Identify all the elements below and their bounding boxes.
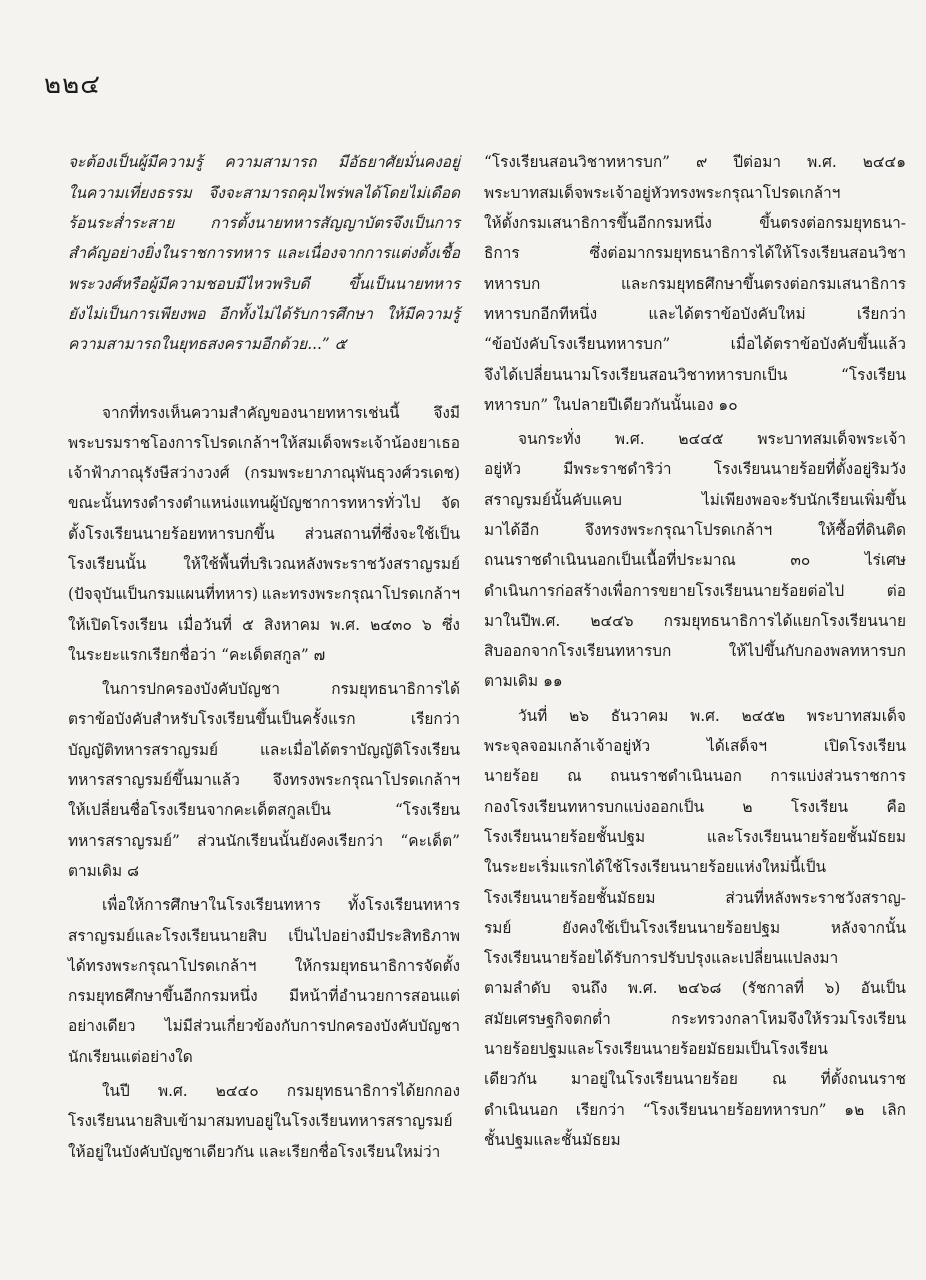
text-line: วันที่ ๒๖ ธันวาคม พ.ศ. ๒๔๕๒ พระบาทสมเด็จ [518, 706, 906, 725]
right-paragraph-2 [484, 425, 906, 698]
text-line: พระจุลจอมเกล้าเจ้าอยู่หัว ได้เสด็จฯ เปิดโรงเรียน [484, 737, 906, 756]
text-line: ตั้งโรงเรียนนายร้อยทหารบกขึ้น ส่วนสถานที่ซึ่งจะใช้เป็น [68, 524, 460, 543]
text-line: สิบออกจากโรงเรียนทหารบก ให้ไปขึ้นกับกองพลทหารบก [484, 642, 906, 661]
quote-block [68, 148, 460, 360]
text-line: ทหารบกอีกทีหนึ่ง และได้ตราข้อบังคับใหม่ เรียกว่า [484, 304, 906, 323]
text-line: โรงเรียนนายร้อยชั้นปฐม และโรงเรียนนายร้อยชั้นมัธยม [484, 827, 906, 846]
text-line: มาได้อีก จึงทรงพระกรุณาโปรดเกล้าฯ ให้ซื้อที่ดินติด [484, 521, 906, 539]
text-line: จนกระทั่ง พ.ศ. ๒๔๔๕ พระบาทสมเด็จพระเจ้า [518, 430, 906, 449]
text-line: พระบรมราชโองการโปรดเกล้าฯ ให้สมเด็จพระเจ้าน้องยาเธอ [68, 433, 460, 452]
text-line: นักเรียนแต่อย่างใด [68, 1047, 193, 1066]
text-line: จากที่ทรงเห็นความสำคัญของนายทหารเช่นนี้ จึงมี [102, 403, 460, 422]
text-line: ให้อยู่ในบังคับบัญชาเดียวกัน และเรียกชื่อโรงเรียนใหม่ว่า [68, 1142, 441, 1161]
text-line: สราญรมย์นั้นคับแคบ ไม่เพียงพอจะรับนักเรียนเพิ่มขึ้น [484, 490, 906, 509]
text-line: ความสามารถในยุทธสงครามอีกด้วย...” ๕ [68, 335, 347, 354]
text-line: บัญญัติทหารสราญรมย์ และเมื่อได้ตราบัญญัติโรงเรียน [68, 740, 460, 759]
text-line: จึงได้เปลี่ยนนามโรงเรียนสอนวิชาทหารบกเป็น “โรงเรียน [484, 365, 906, 384]
text-line: ในระยะแรกเรียกชื่อว่า “คะเด็ตสกูล” ๗ [68, 645, 326, 664]
left-paragraph-2 [68, 675, 460, 887]
text-line: (ปัจจุบันเป็นกรมแผนที่ทหาร) และทรงพระกรุณาโปรดเกล้าฯ [68, 585, 460, 604]
text-line: จะต้องเป็นผู้มีความรู้ ความสามารถ มีอัธยาศัยมั่นคงอยู่ [68, 153, 460, 172]
text-line: พระบาทสมเด็จพระเจ้าอยู่หัวทรงพระกรุณาโปรดเกล้าฯ [484, 183, 841, 202]
text-line: กองโรงเรียนทหารบกแบ่งออกเป็น ๒ โรงเรียน คือ [484, 797, 906, 816]
text-line: ในปี พ.ศ. ๒๔๔๐ กรมยุทธนาธิการได้ยกกอง [102, 1082, 460, 1101]
text-line: อยู่หัว มีพระราชดำริว่า โรงเรียนนายร้อยที่ตั้งอยู่ริมวัง [484, 460, 906, 479]
page-number: ๒๒๔ [44, 70, 101, 100]
text-line: “ข้อบังคับโรงเรียนทหารบก” เมื่อได้ตราข้อบังคับขึ้นแล้ว [484, 335, 906, 354]
text-line: “โรงเรียนสอนวิชาทหารบก” ๙ ปีต่อมา พ.ศ. ๒๔๔๑ [484, 153, 906, 172]
text-line: สราญรมย์และโรงเรียนนายสิบ เป็นไปอย่างมีประสิทธิภาพ [68, 926, 460, 945]
text-line: โรงเรียนนายสิบเข้ามาสมทบอยู่ในโรงเรียนทหารสราญรมย์ [68, 1112, 453, 1131]
text-line: ทหารสราญรมย์” ส่วนนักเรียนนั้นยังคงเรียกว่า “คะเด็ต” [68, 831, 460, 850]
text-line: มาในปีพ.ศ. ๒๔๔๖ กรมยุทธนาธิการได้แยกโรงเรียนนาย [484, 611, 906, 630]
text-line: ได้ทรงพระกรุณาโปรดเกล้าฯ ให้กรมยุทธนาธิการจัดตั้ง [68, 956, 460, 975]
text-line: ให้เปิดโรงเรียน เมื่อวันที่ ๕ สิงหาคม พ.ศ. ๒๔๓๐ ๖ ซึ่ง [68, 615, 460, 634]
right-paragraph-3 [484, 701, 906, 1155]
text-line: ตามเดิม ๑๑ [484, 672, 563, 691]
text-line: โรงเรียนนั้น ให้ใช้พื้นที่บริเวณหลังพระราชวังสราญรมย์ [68, 555, 460, 573]
text-line: ตามลำดับ จนถึง พ.ศ. ๒๔๖๘ (รัชกาลที่ ๖) อันเป็น [484, 979, 906, 998]
left-column [68, 148, 460, 1168]
text-line: ให้เปลี่ยนชื่อโรงเรียนจากคะเด็ตสกูลเป็น “โรงเรียน [68, 801, 460, 820]
text-line: ดำเนินนอก เรียกว่า “โรงเรียนนายร้อยทหารบก” ๑๒ เลิก [484, 1100, 906, 1119]
text-line: ร้อนระส่ำระสาย การตั้งนายทหารสัญญาบัตรจึงเป็นการ [68, 214, 460, 233]
text-line: ทหารสราญรมย์ขึ้นมาแล้ว จึงทรงพระกรุณาโปรดเกล้าฯ [68, 771, 460, 790]
text-line: ตามเดิม ๘ [68, 861, 139, 880]
left-paragraph-3 [68, 891, 460, 1073]
text-line: ในระยะเริ่มแรกได้ใช้โรงเรียนนายร้อยแห่งใหม่นี้เป็น [484, 858, 827, 877]
text-line: พระวงศ์หรือผู้มีความชอบมีไหวพริบดี ขึ้นเป็นนายทหาร [68, 274, 460, 293]
text-line: ทหารบก และกรมยุทธศึกษาขึ้นตรงต่อกรมเสนาธิการ [484, 274, 906, 293]
text-line: ชั้นปฐมและชั้นมัธยม [484, 1130, 621, 1149]
text-line: ดำเนินการก่อสร้างเพื่อการขยายโรงเรียนนายร้อยต่อไป ต่อ [484, 581, 906, 600]
text-line: ให้ตั้งกรมเสนาธิการขึ้นอีกกรมหนึ่ง ขึ้นตรงต่อกรมยุทธนา- [484, 214, 906, 233]
right-column [484, 148, 906, 1156]
text-line: กรมยุทธศึกษาขึ้นอีกกรมหนึ่ง มีหน้าที่อำนวยการสอนแต่ [68, 987, 460, 1006]
right-paragraph-1 [484, 148, 906, 421]
text-line: นายร้อย ณ ถนนราชดำเนินนอก การแบ่งส่วนราชการ [484, 767, 906, 786]
text-line: อย่างเดียว ไม่มีส่วนเกี่ยวข้องกับการปกครองบังคับบัญชา [68, 1017, 460, 1036]
text-line: สำคัญอย่างยิ่งในราชการทหาร และเนื่องจากการแต่งตั้งเชื้อ [68, 244, 460, 263]
text-line: เดียวกัน มาอยู่ในโรงเรียนนายร้อย ณ ที่ตั้งถนนราช [484, 1070, 906, 1089]
text-line: ถนนราชดำเนินนอกเป็นเนื้อที่ประมาณ ๓๐ ไร่เศษ [484, 551, 906, 570]
left-paragraph-4 [68, 1077, 460, 1168]
text-line: สมัยเศรษฐกิจตกต่ำ กระทรวงกลาโหมจึงให้รวมโรงเรียน [484, 1009, 906, 1028]
text-line: โรงเรียนนายร้อยชั้นมัธยม ส่วนที่หลังพระราชวังสราญ- [484, 888, 906, 907]
text-line: ธิการ ซึ่งต่อมากรมยุทธนาธิการได้ให้โรงเรียนสอนวิชา [484, 244, 906, 263]
text-line: ทหารบก” ในปลายปีเดียวกันนั้นเอง ๑๐ [484, 395, 738, 414]
text-line: ขณะนั้นทรงดำรงตำแหน่งแทนผู้บัญชาการทหารทั่วไป จัด [68, 494, 460, 513]
text-line: ตราข้อบังคับสำหรับโรงเรียนขึ้นเป็นครั้งแรก เรียกว่า [68, 710, 460, 729]
text-line: ในการปกครองบังคับบัญชา กรมยุทธนาธิการได้ [102, 680, 460, 699]
text-line: โรงเรียนนายร้อยได้รับการปรับปรุงและเปลี่ยนแปลงมา [484, 949, 839, 968]
text-line: นายร้อยปฐมและโรงเรียนนายร้อยมัธยมเป็นโรงเรียน [484, 1040, 828, 1059]
text-line: เพื่อให้การศึกษาในโรงเรียนทหาร ทั้งโรงเรียนทหาร [102, 896, 460, 915]
left-paragraph-1 [68, 398, 460, 671]
text-line: ในความเที่ยงธรรม จึงจะสามารถคุมไพร่พลได้โดยไม่เดือด [68, 183, 460, 202]
text-line: รมย์ ยังคงใช้เป็นโรงเรียนนายร้อยปฐม หลังจากนั้น [484, 918, 906, 937]
text-line: ยังไม่เป็นการเพียงพอ อีกทั้งไม่ได้รับการศึกษา ให้มีความรู้ [68, 304, 460, 323]
text-line: เจ้าฟ้าภาณุรังษีสว่างวงศ์ (กรมพระยาภาณุพันธุวงศ์วรเดช) [68, 464, 460, 483]
